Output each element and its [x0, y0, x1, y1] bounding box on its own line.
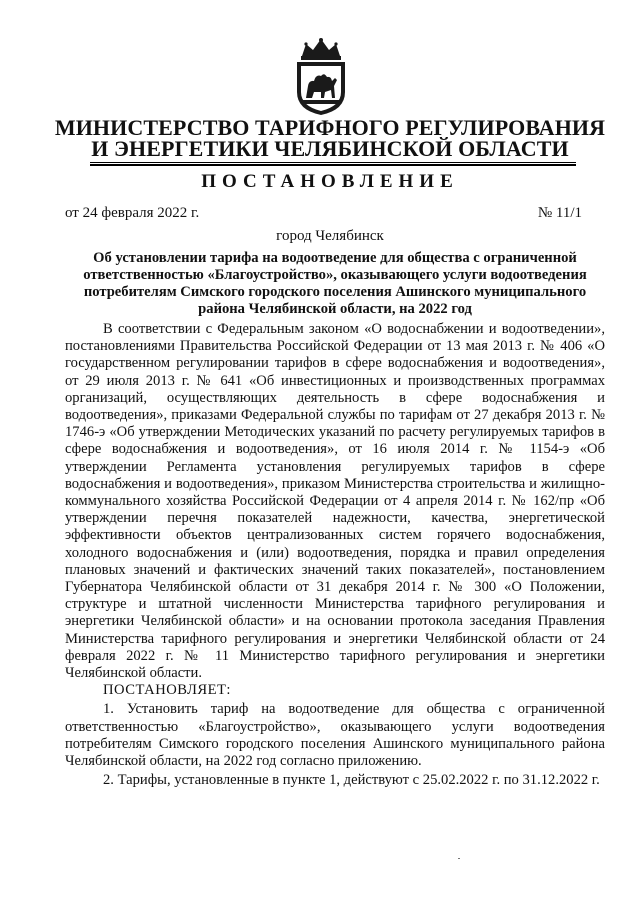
resolution-item-2: 2. Тарифы, установленные в пункте 1, действуют с 25.02.2022 г. по 31.12.2022 г. — [103, 772, 600, 789]
document-date: от 24 февраля 2022 г. — [65, 205, 200, 221]
chelyabinsk-coat-of-arms-icon — [294, 36, 348, 116]
resolution-item-1: 1. Установить тариф на водоотведение для общества с ограниченной ответственностью «Благоустройство», оказывающего услуги водоотведения потребителям Симского городского поселения Ашинского муниципального района Челябинской области, на 2022 год согласно приложению. — [65, 701, 605, 770]
document-number: № 11/1 — [537, 205, 582, 221]
document-body — [65, 321, 605, 789]
header-divider-thick — [90, 164, 576, 166]
ministry-name-line2: И ЭНЕРГЕТИКИ ЧЕЛЯБИНСКОЙ ОБЛАСТИ — [91, 136, 569, 161]
document-type-title: ПОСТАНОВЛЕНИЕ — [201, 171, 459, 192]
document-city: город Челябинск — [276, 228, 384, 244]
resolve-heading: ПОСТАНОВЛЯЕТ: — [103, 682, 231, 699]
document-subject: Об установлении тарифа на водоотведение для общества с ограниченной ответственностью «Благоустройство», оказывающего услуги водоотведения потребителям Симского городского поселения Ашинского муниципального района Челябинской области, на 2022 год — [83, 250, 587, 317]
header-divider-thin — [90, 162, 576, 163]
ministry-name-line1: МИНИСТЕРСТВО ТАРИФНОГО РЕГУЛИРОВАНИЯ — [54, 115, 606, 140]
scan-speck — [458, 858, 460, 859]
preamble-paragraph: В соответствии с Федеральным законом «О водоснабжении и водоотведении», постановлениями Правительства Российской Федерации от 13 мая 2013 г. № 406 «О государственном регулировании тарифов в сфере водоснабжения и водоотведения», от 29 июля 2013 г. № 641 «Об инвестиционных и производственных программах организаций, осуществляющих деятельность в сфере водоснабжения и водоотведения», приказами Федеральной службы по тарифам от 27 декабря 2013 г. № 1746-э «Об утверждении Методических указаний по расчету регулируемых тарифов в сфере водоснабжения и водоотведения», от 16 июля 2014 г. № 1154-э «Об утверждении Регламента установления регулируемых тарифов в сфере водоснабжения и водоотведения», приказом Министерства строительства и жилищно-коммунального хозяйства Российской Федерации от 4 апреля 2014 г. № 162/пр «Об утверждении перечня показателей надежности, качества, энергетической эффективности объектов централизованных систем горячего водоснабжения, холодного водоснабжения и (или) водоотведения, порядка и правил определения плановых значений и фактических значений таких показателей», постановлением Губернатора Челябинской области от 31 декабря 2014 г. № 300 «О Положении, структуре и штатной численности Министерства тарифного регулирования и энергетики Челябинской области» и на основании протокола заседания Правления Министерства тарифного регулирования и энергетики Челябинской области от 24 февраля 2022 г. № 11 Министерство тарифного регулирования и энергетики Челябинской области. — [65, 321, 605, 682]
